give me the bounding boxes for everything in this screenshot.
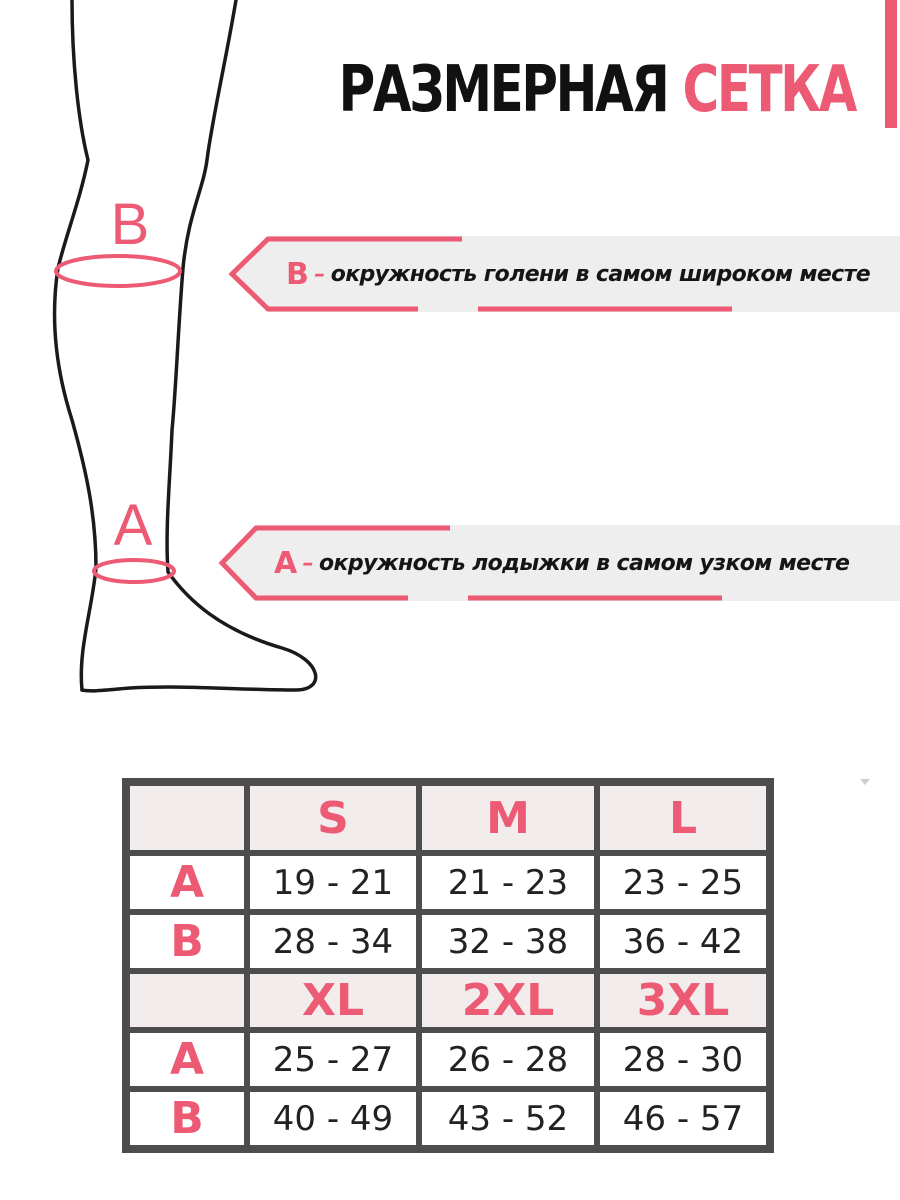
callout-b-letter: B [286, 256, 309, 292]
size-header: XL [247, 971, 419, 1030]
table-row [127, 912, 769, 971]
table-cell: 19 - 21 [247, 853, 419, 912]
callout-b-description: окружность голени в самом широком месте [330, 261, 871, 287]
table-cell: 36 - 42 [597, 912, 769, 971]
callout-b-text [286, 236, 870, 312]
table-cell: 26 - 28 [419, 1030, 597, 1089]
size-header: M [419, 783, 597, 853]
callout-b [0, 236, 900, 326]
row-label: A [127, 1030, 247, 1089]
row-label: B [127, 912, 247, 971]
table-cell: 40 - 49 [247, 1089, 419, 1148]
size-header-row [127, 783, 769, 853]
page-title [338, 53, 855, 127]
callout-a-text [274, 525, 849, 601]
table-row [127, 1089, 769, 1148]
size-header: 3XL [597, 971, 769, 1030]
table-cell: 21 - 23 [419, 853, 597, 912]
row-label: B [127, 1089, 247, 1148]
table-row [127, 853, 769, 912]
size-header: L [597, 783, 769, 853]
size-header: S [247, 783, 419, 853]
callout-a-description: окружность лодыжки в самом узком месте [319, 550, 850, 576]
table-cell: 25 - 27 [247, 1030, 419, 1089]
accent-bar [885, 0, 897, 128]
table-cell: 28 - 30 [597, 1030, 769, 1089]
table-cell: 23 - 25 [597, 853, 769, 912]
title-part-1: РАЗМЕРНАЯ [338, 53, 668, 127]
size-header-row [127, 971, 769, 1030]
table-cell: 32 - 38 [419, 912, 597, 971]
leg-label-b: B [110, 192, 150, 257]
table-cell: 28 - 34 [247, 912, 419, 971]
size-table [122, 778, 774, 1153]
leg-label-a: A [113, 493, 153, 558]
table-cell: 43 - 52 [419, 1089, 597, 1148]
corner-cell [127, 971, 247, 1030]
table-cell: 46 - 57 [597, 1089, 769, 1148]
callout-a-dash: – [302, 550, 314, 576]
table-row [127, 1030, 769, 1089]
size-header: 2XL [419, 971, 597, 1030]
corner-marker [860, 779, 870, 785]
callout-a-letter: A [274, 545, 297, 581]
row-label: A [127, 853, 247, 912]
title-part-2: СЕТКА [682, 53, 855, 127]
callout-a [0, 525, 900, 615]
callout-b-dash: – [314, 261, 325, 287]
corner-cell [127, 783, 247, 853]
